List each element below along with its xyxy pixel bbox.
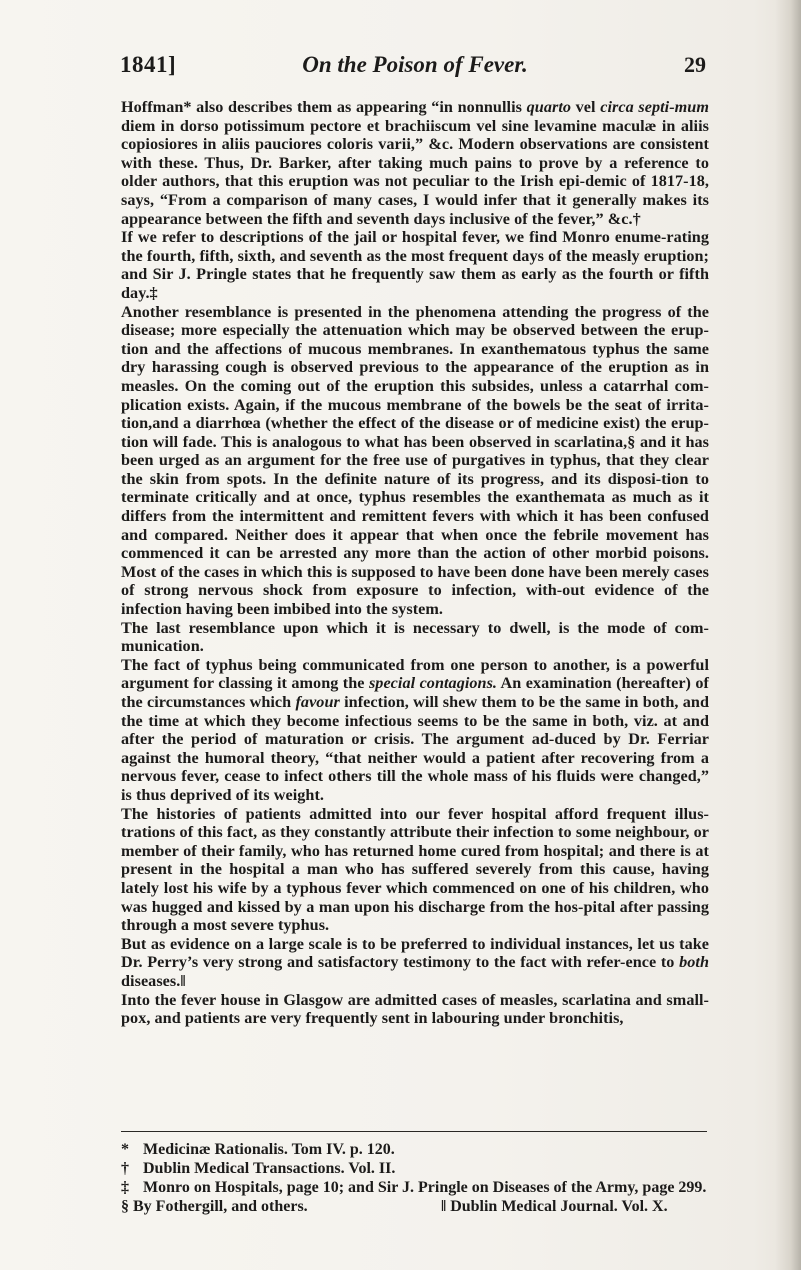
footnote-5: [441, 1197, 668, 1216]
paragraph: [121, 656, 709, 805]
text-run: But as evidence on a large scale is to be preferred to individual instances, let us take Dr. Perry’s very strong and satisfactory testimony to the fact with refer-ence to: [121, 934, 709, 972]
footnote-mark: †: [121, 1160, 129, 1177]
paragraph: [121, 303, 709, 619]
header-year: 1841]: [120, 52, 177, 77]
text-run: The histories of patients admitted into our fever hospital afford frequent illus-trations of this fact, as they constantly attribute their infection to some neighbour, or member of their family, who has returned home cured from hospital; and there is at present in the hospital a man who has suffered severely from this cause, having lately lost his wife by a typhous fever which commenced on one of his children, who was hugged and kissed by a man upon his discharge from the hos-pital after passing through a most severe typhus.: [121, 804, 709, 935]
paragraph: [121, 805, 709, 935]
page-number: 29: [684, 52, 706, 77]
footnote-text: Dublin Medical Journal. Vol. X.: [450, 1198, 668, 1215]
text-run: The fact of typhus being communicated from one person to another, is a powerful argument for classing it among the: [121, 655, 709, 693]
text-run: The last resemblance upon which it is necessary to dwell, is the mode of com-munication.: [121, 618, 709, 656]
text-run: If we refer to descriptions of the jail or hospital fever, we find Monro enume-rating the fourth, fifth, sixth, and seventh as the most frequent days of the measly eruption; and Sir J. Pringle states that he frequently saw them as early as the fourth or fifth day.‡: [121, 228, 709, 302]
footnote-2: [121, 1159, 709, 1178]
running-title: On the Poison of Fever.: [302, 52, 528, 77]
paragraph: [121, 991, 709, 1028]
paragraph: [121, 228, 709, 302]
footnote-3: [121, 1178, 709, 1197]
footnote-1: [121, 1140, 709, 1159]
footnote-text: Dublin Medical Transactions. Vol. II.: [143, 1160, 396, 1177]
page-edge-shadow: [775, 0, 801, 1270]
text-run: An examination (hereafter) of the circumstances which: [121, 674, 709, 711]
italic-text: circa septi-mum: [600, 98, 709, 116]
footnote-mark: §: [121, 1198, 129, 1215]
text-run: diem in dorso potissimum pectore et brachiiscum vel sine levamine maculæ in aliis copiosiores in aliis pauciores coloris varii,” &c. Modern observations are consistent with these. Thus, Dr. Barker, after taking much pains to prove by a reference to older authors, that this eruption was not peculiar to the Irish epi-demic of 1817-18, says, “From a comparison of many cases, I would infer that it generally makes its appearance between the fifth and seventh days inclusive of the fever,” &c.†: [121, 116, 709, 228]
italic-text: both: [679, 953, 709, 972]
text-run: diseases.‖: [121, 971, 186, 990]
footnote-text: By Fothergill, and others.: [133, 1198, 308, 1215]
page-header: [120, 46, 706, 86]
italic-text: favour: [295, 693, 340, 711]
footnotes: [121, 1140, 709, 1216]
italic-text: special contagions.: [368, 674, 498, 693]
text-run: Into the fever house in Glasgow are admitted cases of measles, scarlatina and small-pox, and patients are very frequently sent in labouring under bronchitis,: [121, 990, 709, 1028]
paragraph: [121, 935, 709, 991]
text-run: Another resemblance is presented in the phenomena attending the progress of the disease; more especially the attenuation which may be observed between the erup-tion and the affections of mucous membranes. In exanthematous typhus the same dry harassing cough is observed previous to the appearance of the eruption as in measles. On the coming out of the eruption this subsides, unless a catarrhal com-plication exists. Again, if the mucous membrane of the bowels be the seat of irrita-tion,and a diarrhœa (whether the effect of the disease or of medicine exist) the erup-tion will fade. This is analogous to what has been observed in scarlatina,§ and it has been urged as an argument for the free use of purgatives in typhus, that they clear the skin from spots. In the definite nature of its progress, and its disposi-tion to terminate critically and at once, typhus resembles the exanthemata as much as it differs from the intermittent and remittent fevers with which it has been confused and compared. Neither does it appear that when once the febrile movement has commenced it can be arrested any more than the action of other morbid poisons. Most of the cases in which this is supposed to have been done have been merely cases of strong nervous shock from exposure to infection, with-out evidence of the infection having been imbibed into the system.: [121, 302, 709, 619]
footnote-text: Medicinæ Rationalis. Tom IV. p. 120.: [143, 1141, 395, 1158]
footnote-4: [121, 1197, 308, 1216]
footnote-mark: ‖: [441, 1198, 447, 1215]
footnote-row: [121, 1197, 709, 1216]
text-run: infection, will shew them to be the same in both, and the time at which they become infectious seems to be the same in both, viz. at and after the period of maturation or crisis. The argument ad-duced by Dr. Ferriar against the humoral theory, “that neither would a patient after recovering from a nervous fever, cease to infect others till the whole mass of his fluids were changed,” is thus deprived of its weight.: [121, 693, 709, 804]
footnote-mark: *: [121, 1141, 129, 1158]
paragraph: [121, 619, 709, 656]
footnote-mark: ‡: [121, 1179, 129, 1196]
text-run: Hoffman* also describes them as appearing “in nonnullis: [121, 98, 527, 116]
footnote-rule: [121, 1131, 707, 1132]
paragraph: [121, 98, 709, 228]
italic-text: quarto: [526, 98, 572, 116]
footnote-text: Monro on Hospitals, page 10; and Sir J. Pringle on Diseases of the Army, page 299.: [143, 1179, 707, 1196]
body-text: [121, 98, 709, 1028]
text-run: vel: [571, 98, 601, 116]
